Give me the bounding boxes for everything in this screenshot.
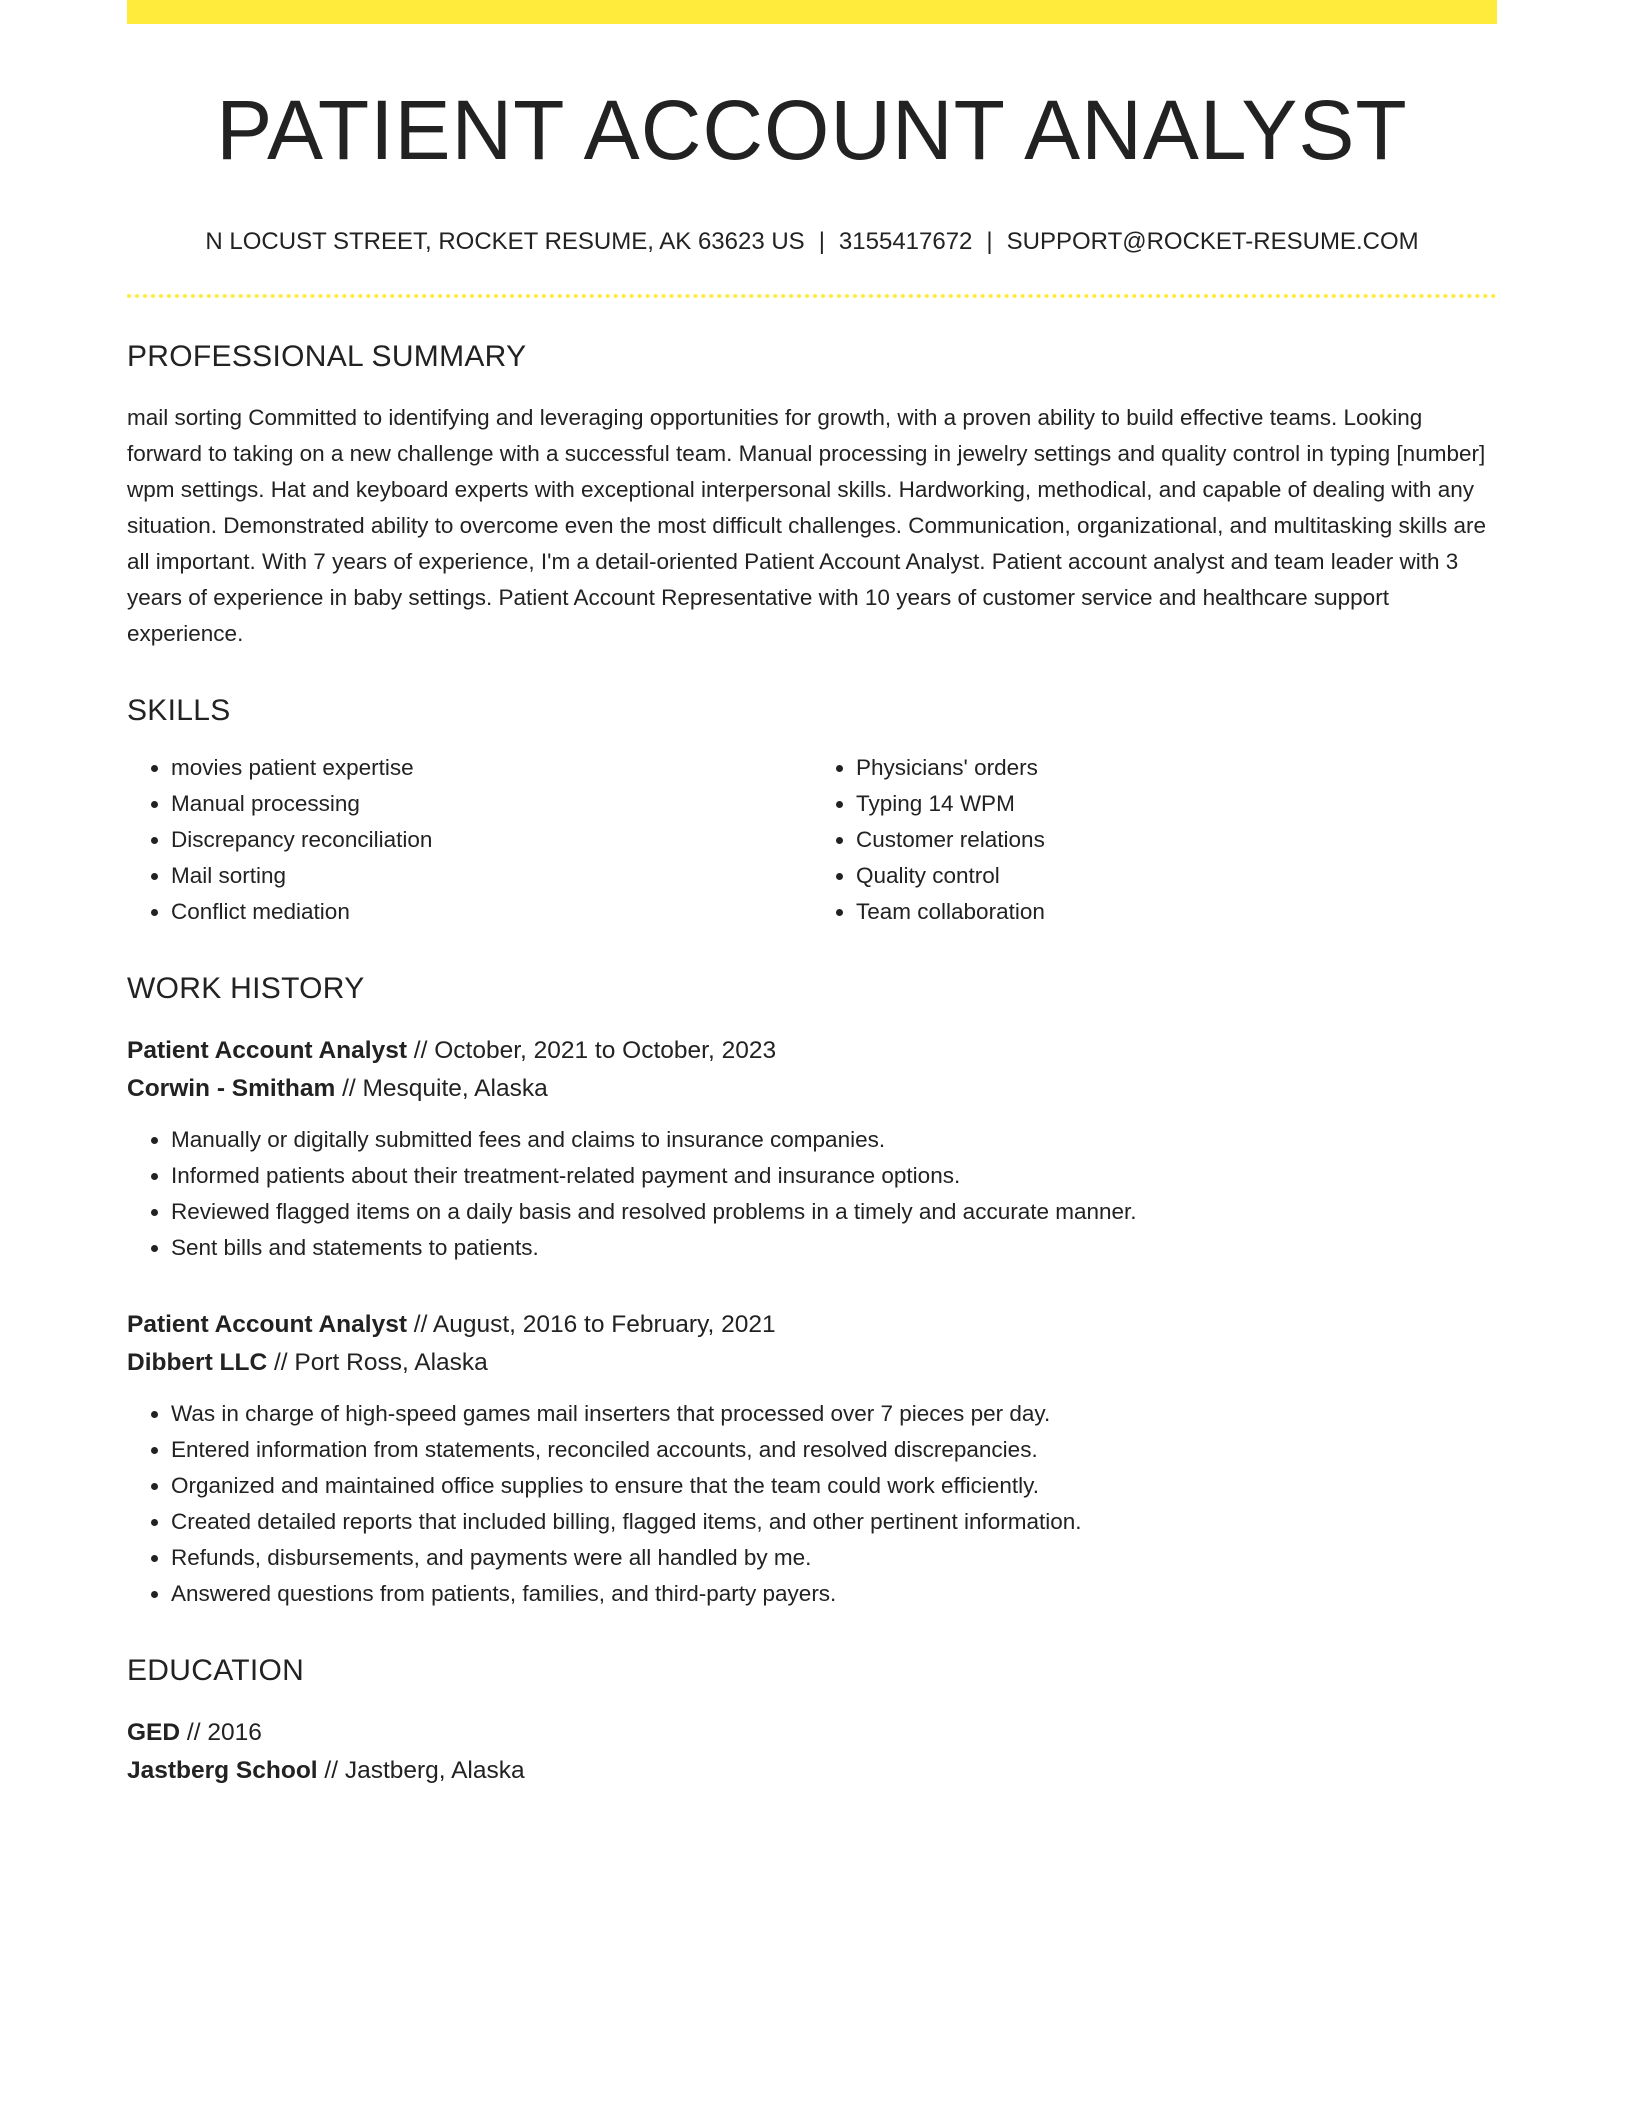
education-location: // Jastberg, Alaska (317, 1757, 525, 1785)
skill-item: • Quality control (856, 858, 1497, 894)
job-bullets (127, 1122, 1497, 1266)
education-degree: GED (127, 1719, 181, 1747)
job-dates: // August, 2016 to February, 2021 (406, 1311, 776, 1339)
skills-list (127, 750, 1497, 930)
contact-phone: 3155417672 (838, 228, 973, 256)
job-dates: // October, 2021 to October, 2023 (406, 1037, 777, 1065)
resume-page (127, 0, 1497, 1790)
skill-item: • Conflict mediation (171, 894, 812, 930)
summary-text: mail sorting Committed to identifying and leveraging opportunities for growth, with a proven ability to build effective teams. Looking forward to taking on a new challenge with a successful team. Manual processing in jewelry settings and quality control in typing [number] wpm settings. Hat and keyboard experts with exceptional interpersonal skills. Hardworking, methodical, and capable of dealing with any situation. Demonstrated ability to overcome even the most difficult challenges. Communication, organizational, and multitasking skills are all important. With 7 years of experience, I'm a detail-oriented Patient Account Analyst. Patient account analyst and team leader with 3 years of experience in baby settings. Patient Account Representative with 10 years of customer service and healthcare support experience. (127, 405, 1487, 647)
contact-separator: | (986, 228, 993, 256)
job-company-line (127, 1070, 1497, 1108)
job-bullet: • Created detailed reports that included billing, flagged items, and other pertinent information. (171, 1504, 1497, 1540)
job-company-line (127, 1344, 1497, 1382)
job-bullet: • Entered information from statements, reconciled accounts, and resolved discrepancies. (171, 1432, 1497, 1468)
contact-email: SUPPORT@ROCKET-RESUME.COM (1006, 228, 1419, 256)
work-history-heading: WORK HISTORY (127, 972, 365, 1006)
job-company: Corwin - Smitham (127, 1075, 336, 1103)
skill-item: • Typing 14 WPM (856, 786, 1497, 822)
top-accent-bar (127, 0, 1497, 24)
skill-item: • Mail sorting (171, 858, 812, 894)
education-school-line (127, 1752, 1497, 1790)
education-year: // 2016 (180, 1719, 262, 1747)
job-company: Dibbert LLC (127, 1349, 268, 1377)
job-location: // Port Ross, Alaska (267, 1349, 488, 1377)
contact-line (127, 228, 1497, 256)
dotted-divider (127, 294, 1497, 298)
education-degree-line (127, 1714, 1497, 1752)
job-bullet: • Reviewed flagged items on a daily basis and resolved problems in a timely and accurate manner. (171, 1194, 1497, 1230)
job-title-line (127, 1032, 1497, 1070)
skill-item: • Manual processing (171, 786, 812, 822)
education-school: Jastberg School (127, 1757, 318, 1785)
summary-heading: PROFESSIONAL SUMMARY (127, 340, 527, 374)
job-location: // Mesquite, Alaska (335, 1075, 548, 1103)
job-title-line (127, 1306, 1497, 1344)
skill-item: • movies patient expertise (171, 750, 812, 786)
skill-item: • Team collaboration (856, 894, 1497, 930)
job-entry (127, 1032, 1497, 1266)
skills-column-left (127, 750, 812, 930)
education-entry (127, 1714, 1497, 1790)
job-bullet: • Manually or digitally submitted fees and claims to insurance companies. (171, 1122, 1497, 1158)
skill-item: • Physicians' orders (856, 750, 1497, 786)
education-heading: EDUCATION (127, 1654, 305, 1688)
job-role: Patient Account Analyst (127, 1037, 407, 1065)
job-bullet: • Informed patients about their treatment-related payment and insurance options. (171, 1158, 1497, 1194)
contact-address: N LOCUST STREET, ROCKET RESUME, AK 63623 US (205, 228, 805, 256)
skill-item: • Discrepancy reconciliation (171, 822, 812, 858)
job-bullet: • Sent bills and statements to patients. (171, 1230, 1497, 1266)
job-bullet: • Answered questions from patients, families, and third-party payers. (171, 1576, 1497, 1612)
job-role: Patient Account Analyst (127, 1311, 407, 1339)
job-entry (127, 1306, 1497, 1612)
job-bullets (127, 1396, 1497, 1612)
contact-separator: | (818, 228, 825, 256)
skill-item: • Customer relations (856, 822, 1497, 858)
job-bullet: • Refunds, disbursements, and payments were all handled by me. (171, 1540, 1497, 1576)
job-bullet: • Was in charge of high-speed games mail inserters that processed over 7 pieces per day. (171, 1396, 1497, 1432)
job-bullet: • Organized and maintained office supplies to ensure that the team could work efficiently. (171, 1468, 1497, 1504)
skills-column-right (812, 750, 1497, 930)
skills-heading: SKILLS (127, 694, 231, 728)
resume-title: PATIENT ACCOUNT ANALYST (216, 83, 1408, 177)
